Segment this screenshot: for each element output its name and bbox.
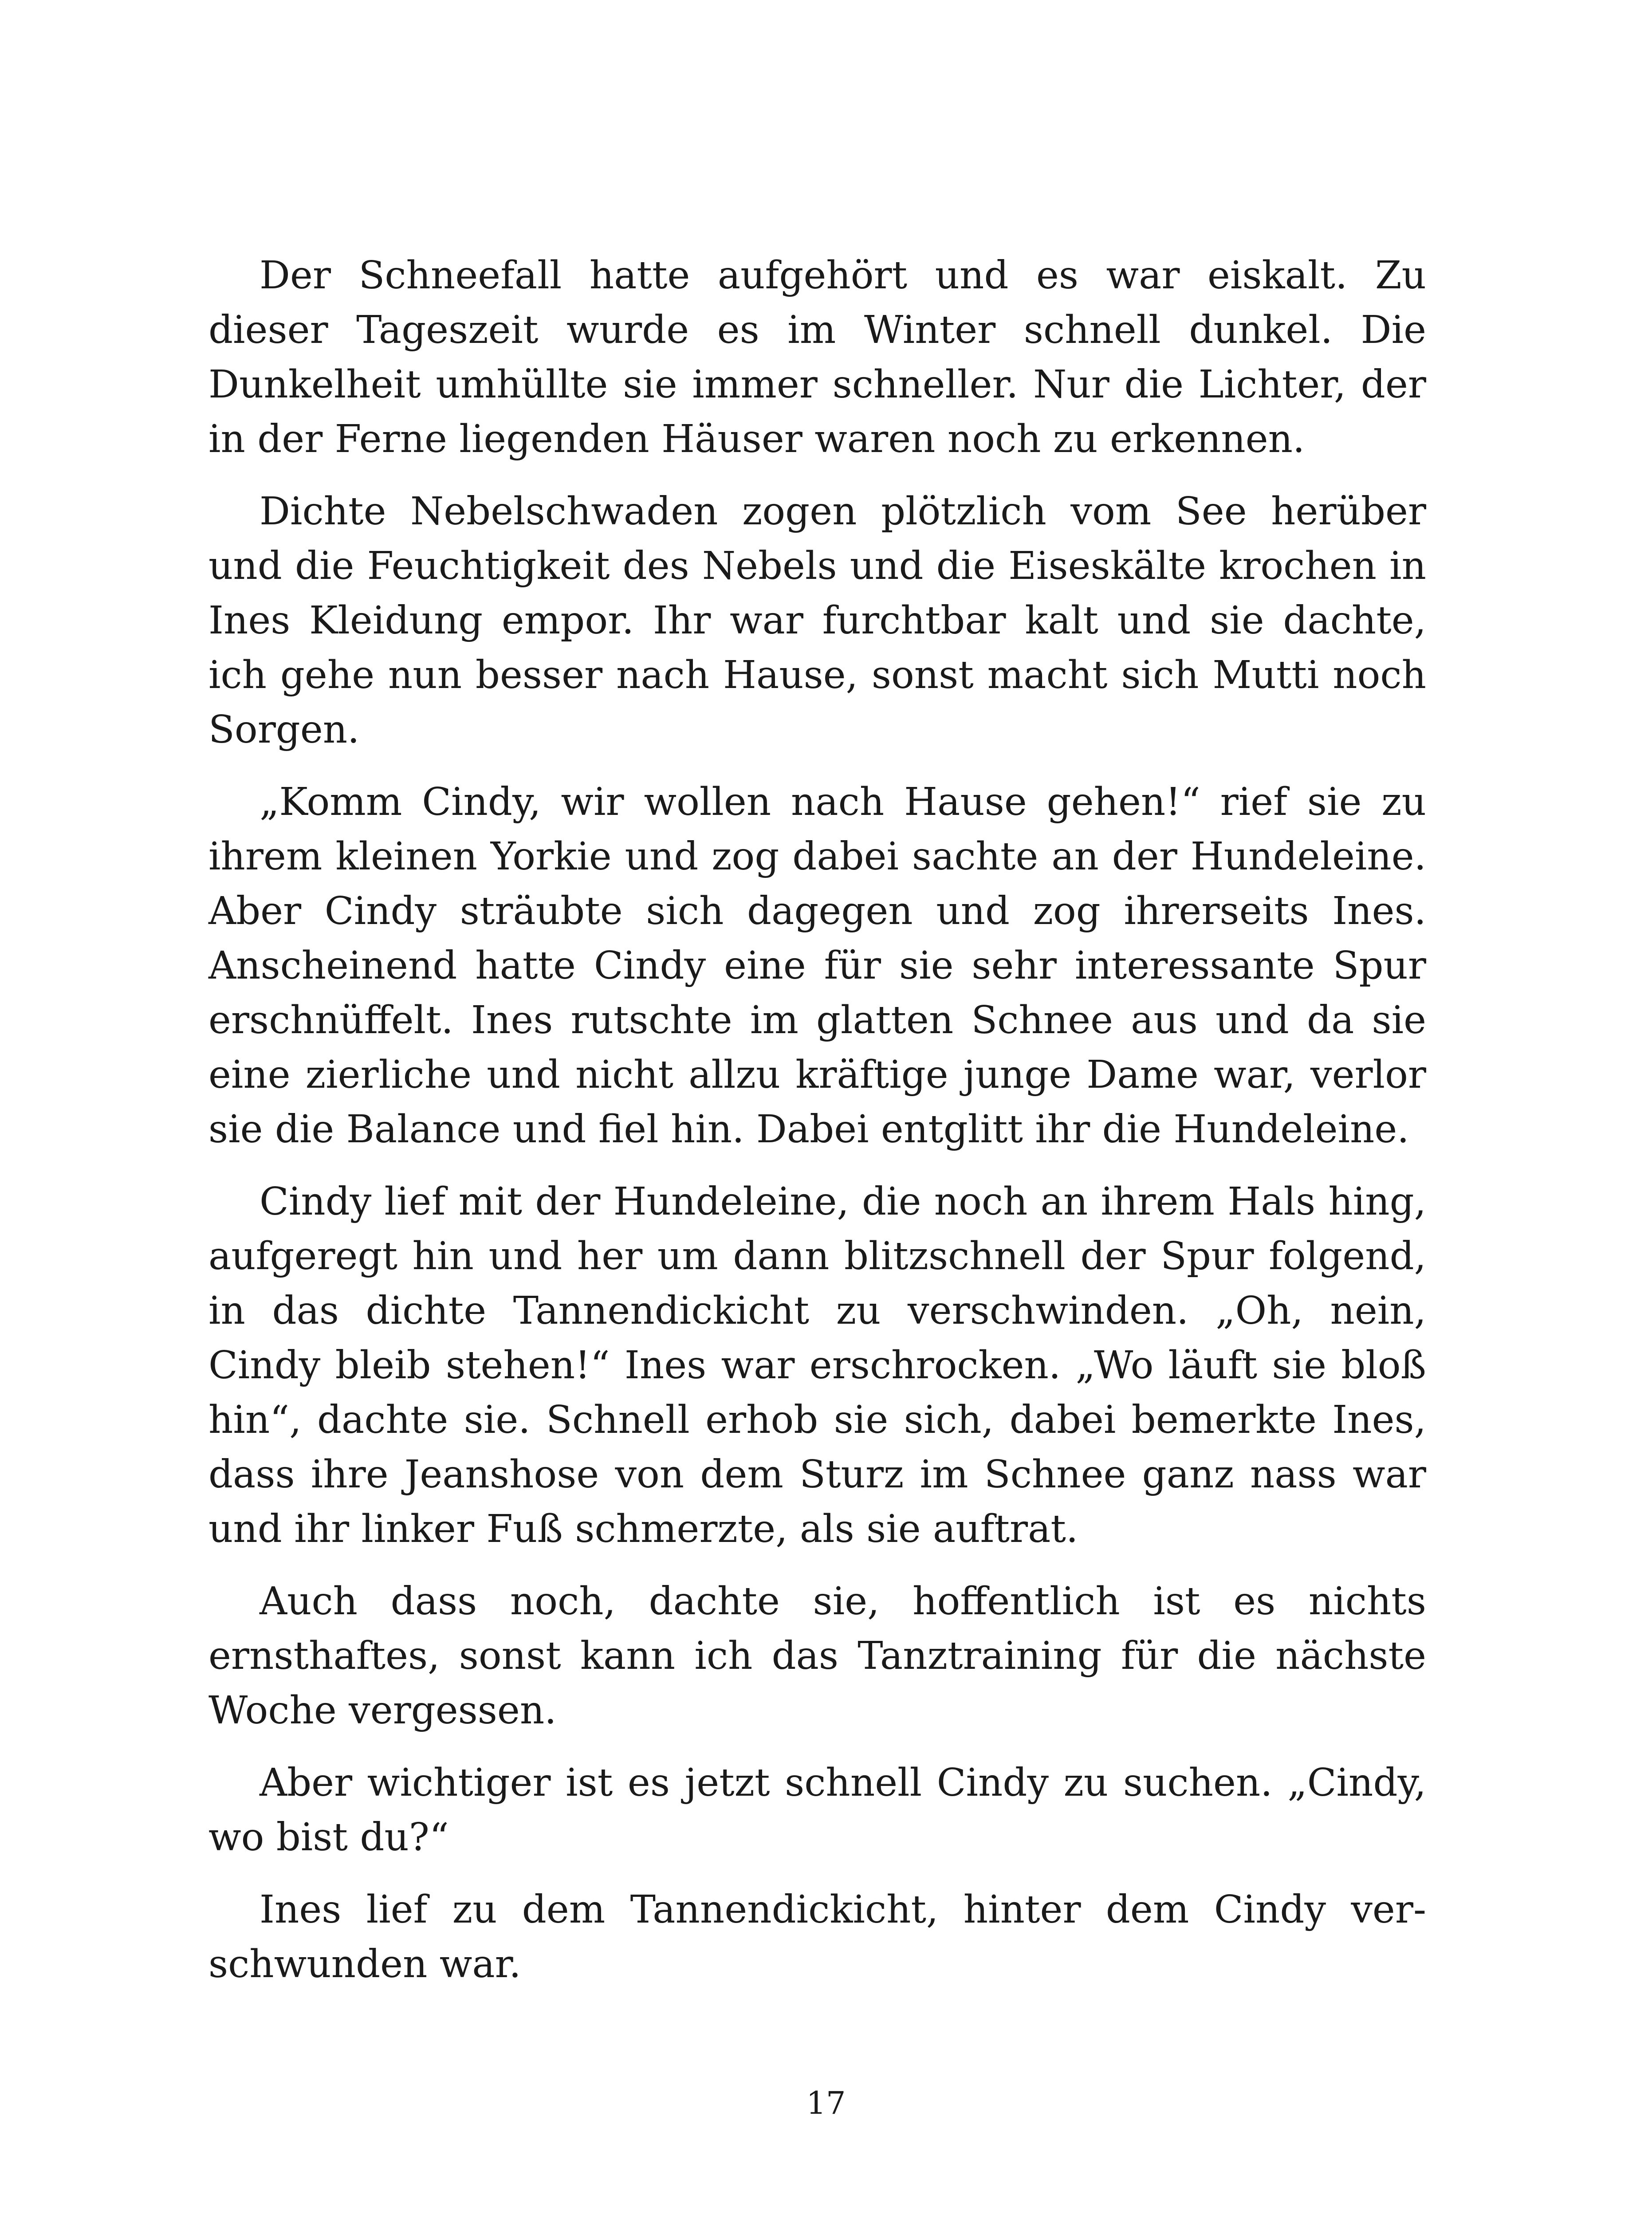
- page-number: 17: [806, 2085, 846, 2121]
- paragraph-7: Ines lief zu dem Tannendickicht, hinter dem Cindy verschwunden war.: [208, 1888, 1426, 1986]
- paragraph-4: Cindy lief mit der Hundeleine, die noch an ihrem Hals hing, aufgeregt hin und her um dann blitzschnell der Spur folgend, in das dichte Tannendickicht zu verschwinden. „Oh, nein, Cindy bleib stehen!“ Ines war erschrocken. „Wo läuft sie bloß hin“, dachte sie. Schnell erhob sie sich, dabei bemerkte Ines, dass ihre Jeanshose von dem Sturz im Schnee ganz nass war und ihr linker Fuß schmerzte, als sie auftrat.: [208, 1180, 1426, 1551]
- paragraph-1: Der Schneefall hatte aufgehört und es war eiskalt. Zu dieser Tageszeit wurde es im Winter schnell dunkel. Die Dunkelheit umhüllte sie immer schneller. Nur die Lichter, der in der Ferne liegenden Häuser waren noch zu erkennen.: [208, 253, 1426, 461]
- body-text: [208, 248, 1426, 2010]
- paragraph-6: Aber wichtiger ist es jetzt schnell Cindy zu suchen. „Cindy, wo bist du?“: [208, 1761, 1426, 1860]
- paragraph-5: Auch dass noch, dachte sie, hoffentlich ist es nichts ernsthaftes, sonst kann ich das Tanztraining für die nächste Woche vergessen.: [208, 1579, 1426, 1733]
- paragraph-3: „Komm Cindy, wir wollen nach Hause gehen!“ rief sie zu ihrem kleinen Yorkie und zog dabei sachte an der Hundeleine. Aber Cindy sträubte sich dagegen und zog ihrerseits Ines. Anscheinend hatte Cindy eine für sie sehr interessante Spur erschnüffelt. Ines rutschte im glatten Schnee aus und da sie eine zierliche und nicht allzu kräftige junge Dame war, verlor sie die Balance und fiel hin. Dabei entglitt ihr die Hundeleine.: [208, 780, 1426, 1152]
- paragraph-2: Dichte Nebelschwaden zogen plötzlich vom See herüber und die Feuchtigkeit des Nebels und die Eiseskälte krochen in Ines Kleidung empor. Ihr war furchtbar kalt und sie dachte, ich gehe nun besser nach Hause, sonst macht sich Mutti noch Sorgen.: [208, 489, 1426, 752]
